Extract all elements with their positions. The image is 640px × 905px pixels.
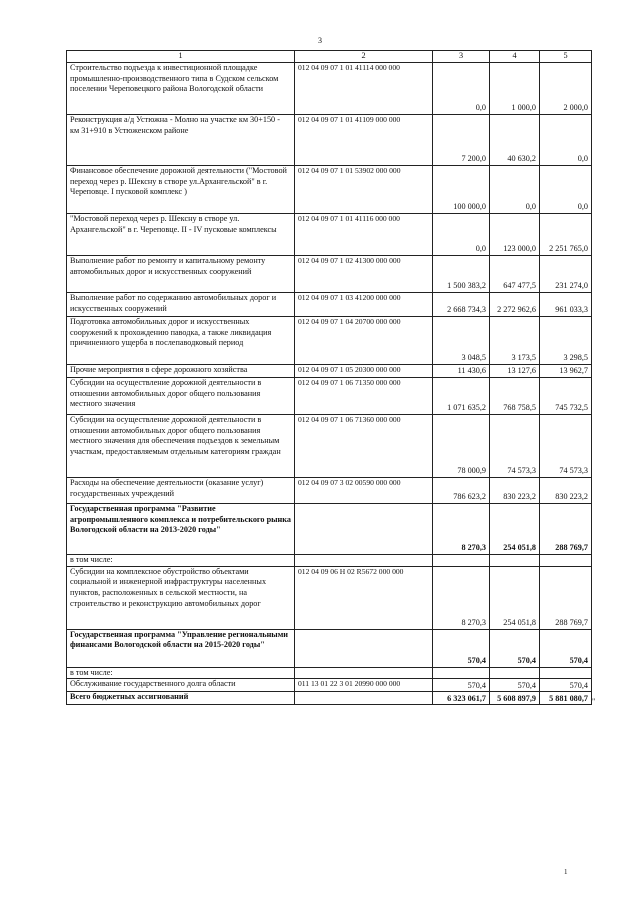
- footer-mark: 1: [564, 868, 568, 876]
- row-value-col5: [540, 555, 592, 567]
- table-row: [67, 378, 592, 415]
- row-name: "Мостовой переход через р. Шексну в створе ул. Архангельской" в г. Череповце. II - IV пусковые комплексы: [67, 214, 295, 256]
- row-name: Реконструкция а/д Устюжна - Молно на участке км 30+150 - км 31+910 в Устюженском районе: [67, 115, 295, 166]
- table-row: [67, 63, 592, 115]
- table-row: [67, 478, 592, 504]
- row-value-col4: 570,4: [490, 629, 540, 667]
- table-row: [67, 415, 592, 478]
- row-value-col3: 2 668 734,3: [433, 293, 490, 317]
- row-value-col5: 745 732,5: [540, 378, 592, 415]
- row-value-col4: 40 630,2: [490, 115, 540, 166]
- row-code: [295, 555, 433, 567]
- trailing-quote-mark: ": [592, 697, 596, 706]
- row-value-col4: 0,0: [490, 166, 540, 214]
- row-value-col3: 0,0: [433, 63, 490, 115]
- page-number: 3: [318, 36, 322, 45]
- table-row: [67, 692, 592, 705]
- row-name: Прочие мероприятия в сфере дорожного хозяйства: [67, 365, 295, 378]
- table-row: [67, 566, 592, 629]
- row-code: 012 04 09 07 1 01 41109 000 000: [295, 115, 433, 166]
- row-value-col3: 78 000,9: [433, 415, 490, 478]
- row-value-col4: 5 608 897,9: [490, 692, 540, 705]
- row-name: Субсидии на осуществление дорожной деятельности в отношении автомобильных дорог общего пользования местного значения для обеспечения подъездов к земельным участкам, предоставляемым отдельным категориям граждан: [67, 415, 295, 478]
- row-value-col3: 0,0: [433, 214, 490, 256]
- row-name: Субсидии на осуществление дорожной деятельности в отношении автомобильных дорог общего пользования местного значения: [67, 378, 295, 415]
- table-row: [67, 629, 592, 667]
- row-value-col3: 1 071 635,2: [433, 378, 490, 415]
- table-row: [67, 293, 592, 317]
- row-code: 012 04 09 07 1 06 71360 000 000: [295, 415, 433, 478]
- row-name: Финансовое обеспечение дорожной деятельности ("Мостовой переход через р. Шексну в створе ул.Архангельской" в г. Череповце. I пусковой комплекс ): [67, 166, 295, 214]
- row-value-col3: 570,4: [433, 629, 490, 667]
- table-row: [67, 679, 592, 692]
- row-value-col3: 7 200,0: [433, 115, 490, 166]
- table-row: [67, 555, 592, 567]
- row-name: Государственная программа "Развитие агропромышленного комплекса и потребительского рынка Вологодской области на 2013-2020 годы": [67, 504, 295, 555]
- row-value-col5: 570,4: [540, 679, 592, 692]
- row-value-col5: 13 962,7: [540, 365, 592, 378]
- row-value-col5: 5 881 080,7: [540, 692, 592, 705]
- row-code: 012 04 09 07 1 06 71350 000 000: [295, 378, 433, 415]
- row-code: 012 04 09 07 1 01 53902 000 000: [295, 166, 433, 214]
- row-value-col5: 570,4: [540, 629, 592, 667]
- row-value-col5: 830 223,2: [540, 478, 592, 504]
- row-value-col3: 1 500 383,2: [433, 256, 490, 293]
- row-value-col4: 647 477,5: [490, 256, 540, 293]
- row-value-col4: 570,4: [490, 679, 540, 692]
- table-row: [67, 256, 592, 293]
- row-code: 012 04 09 07 1 01 41116 000 000: [295, 214, 433, 256]
- row-name: Строительство подъезда к инвестиционной площадке промышленно-производственного типа в Судском сельском поселении Череповецкого района Вологодской области: [67, 63, 295, 115]
- row-value-col5: 961 033,3: [540, 293, 592, 317]
- column-number: 3: [433, 51, 490, 63]
- row-value-col5: [540, 667, 592, 679]
- row-code: 012 04 09 07 1 05 20300 000 000: [295, 365, 433, 378]
- row-code: [295, 692, 433, 705]
- row-code: [295, 504, 433, 555]
- row-value-col4: [490, 667, 540, 679]
- row-value-col5: 2 000,0: [540, 63, 592, 115]
- row-value-col5: 288 769,7: [540, 566, 592, 629]
- column-number: 1: [67, 51, 295, 63]
- row-value-col4: 1 000,0: [490, 63, 540, 115]
- row-value-col5: 0,0: [540, 166, 592, 214]
- row-code: 012 04 09 07 1 02 41300 000 000: [295, 256, 433, 293]
- row-name: в том числе:: [67, 667, 295, 679]
- table-row: [67, 115, 592, 166]
- row-value-col3: [433, 667, 490, 679]
- row-value-col4: 254 051,8: [490, 504, 540, 555]
- row-name: Всего бюджетных ассигнований: [67, 692, 295, 705]
- row-value-col3: 6 323 061,7: [433, 692, 490, 705]
- row-name: Обслуживание государственного долга области: [67, 679, 295, 692]
- column-number: 5: [540, 51, 592, 63]
- row-value-col3: 8 270,3: [433, 504, 490, 555]
- row-code: 012 04 09 07 1 03 41200 000 000: [295, 293, 433, 317]
- row-value-col4: 830 223,2: [490, 478, 540, 504]
- row-value-col4: 74 573,3: [490, 415, 540, 478]
- row-name: Субсидии на комплексное обустройство объектами социальной и инженерной инфраструктуры населенных пунктов, расположенных в сельской местности, на строительство и реконструкцию автомобильных дорог: [67, 566, 295, 629]
- row-value-col4: 254 051,8: [490, 566, 540, 629]
- row-name: Подготовка автомобильных дорог и искусственных сооружений к прохождению паводка, а также ликвидация причиненного ущерба в послепаводковый период: [67, 317, 295, 365]
- row-value-col3: [433, 555, 490, 567]
- row-name: Государственная программа "Управление региональными финансами Вологодской области на 2015-2020 годы": [67, 629, 295, 667]
- row-value-col5: 74 573,3: [540, 415, 592, 478]
- table-row: [67, 365, 592, 378]
- table-row: [67, 667, 592, 679]
- row-code: 012 04 09 07 3 02 00590 000 000: [295, 478, 433, 504]
- row-value-col3: 570,4: [433, 679, 490, 692]
- row-value-col3: 786 623,2: [433, 478, 490, 504]
- row-value-col3: 100 000,0: [433, 166, 490, 214]
- table-row: [67, 166, 592, 214]
- row-value-col4: 2 272 962,6: [490, 293, 540, 317]
- table-row: [67, 214, 592, 256]
- row-name: Выполнение работ по ремонту и капитальному ремонту автомобильных дорог и искусственных сооружений: [67, 256, 295, 293]
- row-value-col4: [490, 555, 540, 567]
- row-name: Расходы на обеспечение деятельности (оказание услуг) государственных учреждений: [67, 478, 295, 504]
- row-value-col4: 768 758,5: [490, 378, 540, 415]
- row-code: [295, 629, 433, 667]
- row-value-col3: 8 270,3: [433, 566, 490, 629]
- row-name: в том числе:: [67, 555, 295, 567]
- row-value-col5: 2 251 765,0: [540, 214, 592, 256]
- row-value-col4: 3 173,5: [490, 317, 540, 365]
- row-code: 012 04 09 06 Н 02 R5672 000 000: [295, 566, 433, 629]
- table-row: [67, 317, 592, 365]
- row-name: Выполнение работ по содержанию автомобильных дорог и искусственных сооружений: [67, 293, 295, 317]
- row-value-col4: 13 127,6: [490, 365, 540, 378]
- row-value-col4: 123 000,0: [490, 214, 540, 256]
- row-code: 011 13 01 22 3 01 20990 000 000: [295, 679, 433, 692]
- row-value-col5: 288 769,7: [540, 504, 592, 555]
- row-value-col5: 231 274,0: [540, 256, 592, 293]
- budget-table: [66, 50, 592, 705]
- column-number: 2: [295, 51, 433, 63]
- row-value-col5: 3 298,5: [540, 317, 592, 365]
- column-number: 4: [490, 51, 540, 63]
- row-value-col3: 11 430,6: [433, 365, 490, 378]
- row-value-col5: 0,0: [540, 115, 592, 166]
- row-code: 012 04 09 07 1 04 20700 000 000: [295, 317, 433, 365]
- column-number-row: [67, 51, 592, 63]
- row-code: [295, 667, 433, 679]
- table-row: [67, 504, 592, 555]
- row-value-col3: 3 048,5: [433, 317, 490, 365]
- row-code: 012 04 09 07 1 01 41114 000 000: [295, 63, 433, 115]
